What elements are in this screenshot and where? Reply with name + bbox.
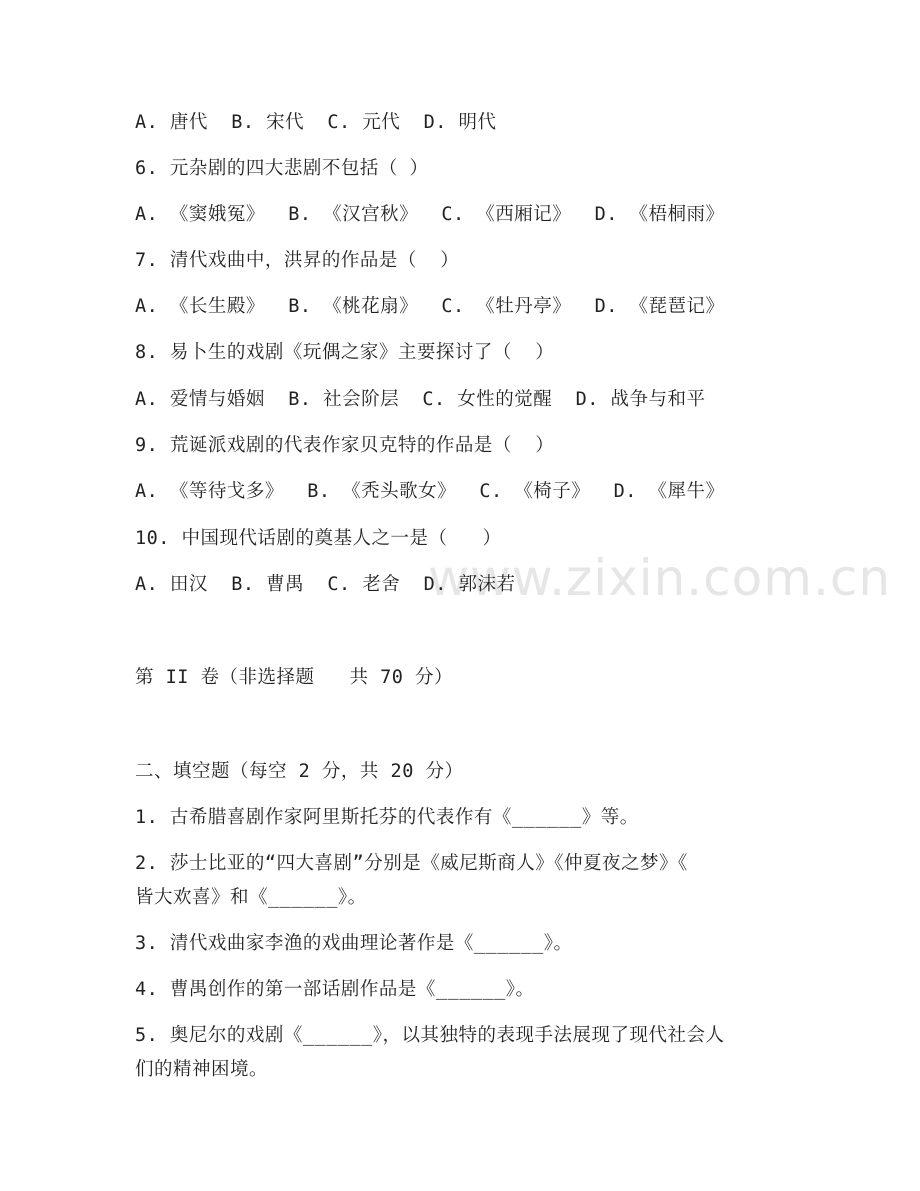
section-heading-part2: 第 II 卷（非选择题 共 70 分）: [135, 667, 454, 688]
q8-options: A. 爱情与婚姻 B. 社会阶层 C. 女性的觉醒 D. 战争与和平: [135, 389, 706, 410]
q5-options: A. 唐代 B. 宋代 C. 元代 D. 明代: [135, 112, 497, 133]
q6-question: 6. 元杂剧的四大悲剧不包括（ ）: [135, 158, 429, 179]
q9-options: A. 《等待戈多》 B. 《秃头歌女》 C. 《椅子》 D. 《犀牛》: [135, 481, 725, 502]
fill-q4: 4. 曹禺创作的第一部话剧作品是《______》。: [135, 979, 535, 1000]
fill-q2-line2: 皆大欢喜》和《______》。: [135, 887, 367, 908]
q8-question: 8. 易卜生的戏剧《玩偶之家》主要探讨了（ ）: [135, 342, 555, 363]
section-heading-fill-blank: 二、填空题（每空 2 分，共 20 分）: [135, 761, 464, 782]
q7-question: 7. 清代戏曲中，洪昇的作品是（ ）: [135, 250, 460, 271]
fill-q5-line2: 们的精神困境。: [135, 1059, 269, 1080]
q6-options: A. 《窦娥冤》 B. 《汉宫秋》 C. 《西厢记》 D. 《梧桐雨》: [135, 204, 725, 225]
watermark-text: www.zixin.com.cn: [428, 549, 892, 607]
q9-question: 9. 荒诞派戏剧的代表作家贝克特的作品是（ ）: [135, 435, 555, 456]
fill-q2-line1: 2. 莎士比亚的“四大喜剧”分别是《威尼斯商人》《仲夏夜之梦》《: [135, 853, 688, 874]
fill-q3: 3. 清代戏曲家李渔的戏曲理论著作是《______》。: [135, 933, 573, 954]
fill-q5-line1: 5. 奥尼尔的戏剧《______》，以其独特的表现手法展现了现代社会人: [135, 1025, 725, 1046]
fill-q1: 1. 古希腊喜剧作家阿里斯托芬的代表作有《______》等。: [135, 807, 639, 828]
q7-options: A. 《长生殿》 B. 《桃花扇》 C. 《牡丹亭》 D. 《琵琶记》: [135, 296, 725, 317]
q10-question: 10. 中国现代话剧的奠基人之一是（ ）: [135, 528, 502, 549]
q10-options: A. 田汉 B. 曹禺 C. 老舍 D. 郭沫若: [135, 574, 516, 595]
